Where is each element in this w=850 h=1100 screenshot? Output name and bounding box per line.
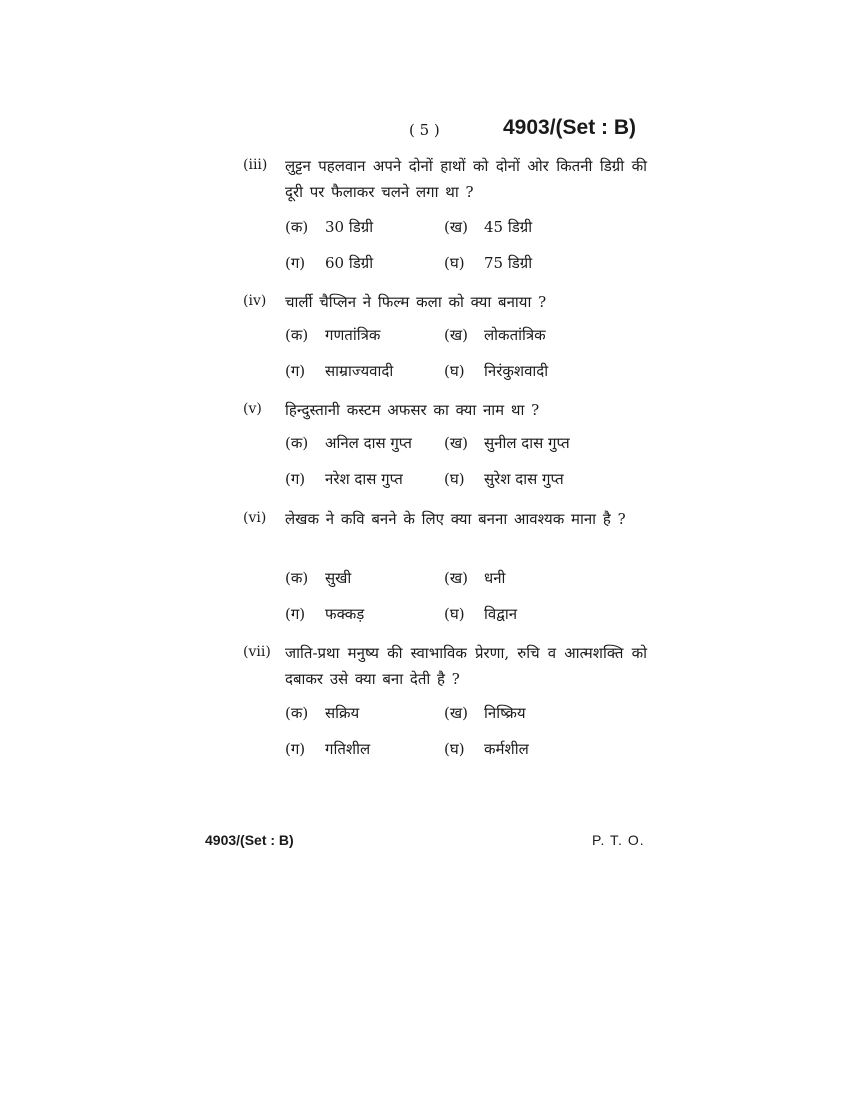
option-label: (घ) bbox=[444, 362, 465, 380]
option-ka bbox=[285, 703, 359, 723]
option-label: (ग) bbox=[285, 362, 306, 380]
option-text: सुखी bbox=[325, 569, 352, 587]
option-text: धनी bbox=[484, 569, 506, 587]
option-text: विद्वान bbox=[484, 605, 518, 623]
option-ga bbox=[285, 469, 403, 489]
option-text: 30 डिग्री bbox=[325, 218, 374, 236]
question-number: (v) bbox=[243, 401, 262, 417]
option-text: 75 डिग्री bbox=[484, 254, 533, 272]
option-text: फक्कड़ bbox=[325, 605, 365, 623]
please-turn-over: P. T. O. bbox=[592, 832, 645, 848]
option-label: (घ) bbox=[444, 740, 465, 758]
option-label: (ख) bbox=[444, 569, 468, 587]
option-label: (ग) bbox=[285, 470, 306, 488]
option-kha bbox=[444, 703, 526, 723]
question-text: लेखक ने कवि बनने के लिए क्या बनना आवश्यक माना है ? bbox=[285, 510, 626, 528]
question-vi bbox=[243, 506, 647, 532]
option-text: सुनील दास गुप्त bbox=[484, 434, 570, 452]
option-label: (ग) bbox=[285, 254, 306, 272]
option-label: (ख) bbox=[444, 704, 468, 722]
option-label: (क) bbox=[285, 704, 309, 722]
option-label: (क) bbox=[285, 218, 309, 236]
option-text: साम्राज्यवादी bbox=[325, 362, 394, 380]
option-ga bbox=[285, 604, 364, 624]
option-label: (ग) bbox=[285, 740, 306, 758]
option-ka bbox=[285, 568, 351, 588]
option-ka bbox=[285, 433, 412, 453]
option-ga bbox=[285, 361, 393, 381]
option-text: सुरेश दास गुप्त bbox=[484, 470, 564, 488]
option-gha bbox=[444, 739, 529, 759]
option-label: (क) bbox=[285, 434, 309, 452]
question-text: चार्ली चैप्लिन ने फिल्म कला को क्या बनाया ? bbox=[285, 293, 547, 311]
option-label: (क) bbox=[285, 569, 309, 587]
paper-code-footer: 4903/(Set : B) bbox=[205, 832, 294, 848]
option-text: कर्मशील bbox=[484, 740, 529, 758]
option-kha bbox=[444, 568, 505, 588]
option-label: (ख) bbox=[444, 326, 468, 344]
option-gha bbox=[444, 253, 532, 273]
option-text: निरंकुशवादी bbox=[484, 362, 549, 380]
option-text: गणतांत्रिक bbox=[325, 326, 381, 344]
option-label: (ग) bbox=[285, 605, 306, 623]
question-number: (iii) bbox=[243, 157, 268, 173]
question-number: (iv) bbox=[243, 293, 267, 309]
question-v bbox=[243, 397, 647, 423]
option-ga bbox=[285, 253, 373, 273]
option-label: (घ) bbox=[444, 605, 465, 623]
question-text: लुट्टन पहलवान अपने दोनों हाथों को दोनों ओर कितनी डिग्री की दूरी पर फैलाकर चलने लगा था ? bbox=[285, 157, 647, 201]
option-gha bbox=[444, 361, 548, 381]
option-text: नरेश दास गुप्त bbox=[325, 470, 403, 488]
question-iv bbox=[243, 289, 647, 315]
page-number: ( 5 ) bbox=[409, 121, 440, 139]
question-text: हिन्दुस्तानी कस्टम अफसर का क्या नाम था ? bbox=[285, 401, 540, 419]
option-ka bbox=[285, 325, 380, 345]
option-text: अनिल दास गुप्त bbox=[325, 434, 412, 452]
option-label: (ख) bbox=[444, 218, 468, 236]
option-gha bbox=[444, 604, 517, 624]
option-label: (ख) bbox=[444, 434, 468, 452]
option-text: निष्क्रिय bbox=[484, 704, 526, 722]
option-ga bbox=[285, 739, 370, 759]
question-number: (vi) bbox=[243, 510, 267, 526]
option-text: गतिशील bbox=[325, 740, 371, 758]
question-vii bbox=[243, 640, 647, 692]
option-text: लोकतांत्रिक bbox=[484, 326, 546, 344]
option-label: (क) bbox=[285, 326, 309, 344]
option-kha bbox=[444, 433, 570, 453]
paper-code-header: 4903/(Set : B) bbox=[503, 116, 637, 139]
option-label: (घ) bbox=[444, 254, 465, 272]
option-text: सक्रिय bbox=[325, 704, 360, 722]
option-text: 45 डिग्री bbox=[484, 218, 533, 236]
option-text: 60 डिग्री bbox=[325, 254, 374, 272]
option-ka bbox=[285, 217, 373, 237]
question-iii bbox=[243, 153, 647, 205]
question-text: जाति-प्रथा मनुष्य की स्वाभाविक प्रेरणा, रुचि व आत्मशक्ति को दबाकर उसे क्या बना देती है ? bbox=[285, 644, 647, 688]
option-kha bbox=[444, 325, 546, 345]
option-kha bbox=[444, 217, 532, 237]
question-number: (vii) bbox=[243, 644, 271, 660]
option-label: (घ) bbox=[444, 470, 465, 488]
option-gha bbox=[444, 469, 564, 489]
